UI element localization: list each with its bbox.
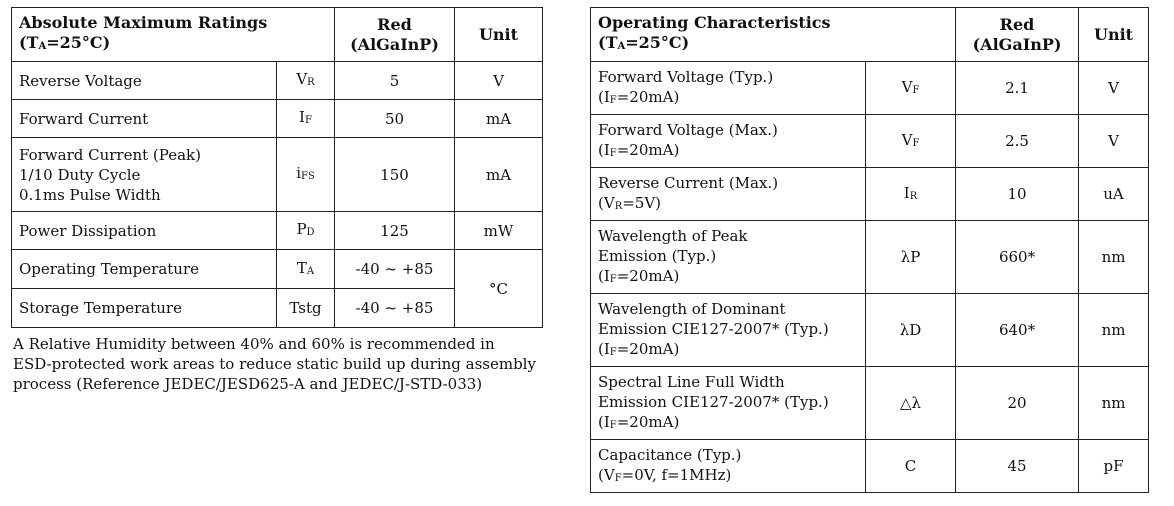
symbol-cell: C: [866, 440, 956, 493]
value-cell: 150: [335, 138, 455, 212]
value-cell: 640*: [956, 294, 1079, 367]
humidity-note: A Relative Humidity between 40% and 60% is recommended in ESD-protected work areas to reduce static build up during assembly process (Reference JEDEC/JESD625-A and JEDEC/J-STD-033): [13, 335, 536, 393]
param-cell: Operating Temperature: [12, 250, 277, 289]
table-row: [591, 367, 1149, 440]
value-cell: -40 ~ +85: [335, 289, 455, 328]
absolute-maximum-ratings-table: [11, 7, 543, 328]
unit-cell: V: [455, 62, 543, 100]
param-cell: Wavelength of Dominant Emission CIE127-2007* (Typ.) $(I_F=20mA)$: [591, 294, 866, 367]
unit-cell: nm: [1079, 294, 1149, 367]
symbol-cell: $V_R$: [277, 62, 335, 100]
param-cell: Forward Voltage (Max.) $(I_F=20mA)$: [591, 115, 866, 168]
unit-cell: °C: [455, 250, 543, 328]
symbol-cell: $i_{FS}$: [277, 138, 335, 212]
param-cell: Storage Temperature: [12, 289, 277, 328]
value-cell: 50: [335, 100, 455, 138]
unit-cell: mW: [455, 212, 543, 250]
unit-cell: mA: [455, 100, 543, 138]
param-cell: Power Dissipation: [12, 212, 277, 250]
param-cell: Spectral Line Full Width Emission CIE127-2007* (Typ.) $(I_F=20mA)$: [591, 367, 866, 440]
abs-red-header: Red (AlGaInP): [335, 8, 455, 62]
value-cell: 45: [956, 440, 1079, 493]
value-cell: 125: [335, 212, 455, 250]
param-cell: Capacitance (Typ.) ($V_F=0V$, f=1MHz): [591, 440, 866, 493]
table-header-row: [12, 8, 543, 62]
value-cell: 10: [956, 168, 1079, 221]
abs-title-cell: [12, 8, 335, 62]
param-cell: Reverse Current (Max.) $(V_R=5V)$: [591, 168, 866, 221]
symbol-cell: △λ: [866, 367, 956, 440]
opc-condition: $(T_A=25^\circ C)$: [598, 33, 690, 52]
table-row: [12, 250, 543, 289]
table-row: [591, 115, 1149, 168]
operating-characteristics-table: [590, 7, 1149, 493]
unit-cell: nm: [1079, 221, 1149, 294]
symbol-cell: λP: [866, 221, 956, 294]
symbol-cell: Tstg: [277, 289, 335, 328]
symbol-cell: $T_A$: [277, 250, 335, 289]
table-row: [12, 212, 543, 250]
abs-unit-header: Unit: [455, 8, 543, 62]
symbol-cell: $V_F$: [866, 115, 956, 168]
unit-cell: nm: [1079, 367, 1149, 440]
table-row: [12, 62, 543, 100]
opc-title: Operating Characteristics: [598, 13, 831, 32]
symbol-cell: $I_R$: [866, 168, 956, 221]
value-cell: 5: [335, 62, 455, 100]
table-header-row: [591, 8, 1149, 62]
unit-cell: mA: [455, 138, 543, 212]
param-cell: Wavelength of Peak Emission (Typ.) $(I_F=20mA)$: [591, 221, 866, 294]
param-cell: Reverse Voltage: [12, 62, 277, 100]
unit-cell: pF: [1079, 440, 1149, 493]
abs-condition: $(T_A=25^\circ C)$: [19, 33, 111, 52]
table-row: [12, 138, 543, 212]
symbol-cell: $I_F$: [277, 100, 335, 138]
param-cell: Forward Voltage (Typ.) $(I_F=20mA)$: [591, 62, 866, 115]
opc-title-cell: [591, 8, 956, 62]
opc-red-header: Red (AlGaInP): [956, 8, 1079, 62]
table-row: [12, 100, 543, 138]
unit-cell: uA: [1079, 168, 1149, 221]
symbol-cell: $V_F$: [866, 62, 956, 115]
unit-cell: V: [1079, 115, 1149, 168]
table-row: [591, 168, 1149, 221]
value-cell: -40 ~ +85: [335, 250, 455, 289]
table-row: [591, 221, 1149, 294]
value-cell: 2.5: [956, 115, 1079, 168]
value-cell: 660*: [956, 221, 1079, 294]
symbol-cell: $P_D$: [277, 212, 335, 250]
param-cell: Forward Current (Peak) 1/10 Duty Cycle 0.1ms Pulse Width: [12, 138, 277, 212]
symbol-cell: λD: [866, 294, 956, 367]
table-row: [591, 62, 1149, 115]
value-cell: 20: [956, 367, 1079, 440]
table-row: [591, 440, 1149, 493]
opc-unit-header: Unit: [1079, 8, 1149, 62]
param-cell: Forward Current: [12, 100, 277, 138]
abs-title: Absolute Maximum Ratings: [19, 13, 268, 32]
value-cell: 2.1: [956, 62, 1079, 115]
unit-cell: V: [1079, 62, 1149, 115]
table-row: [591, 294, 1149, 367]
